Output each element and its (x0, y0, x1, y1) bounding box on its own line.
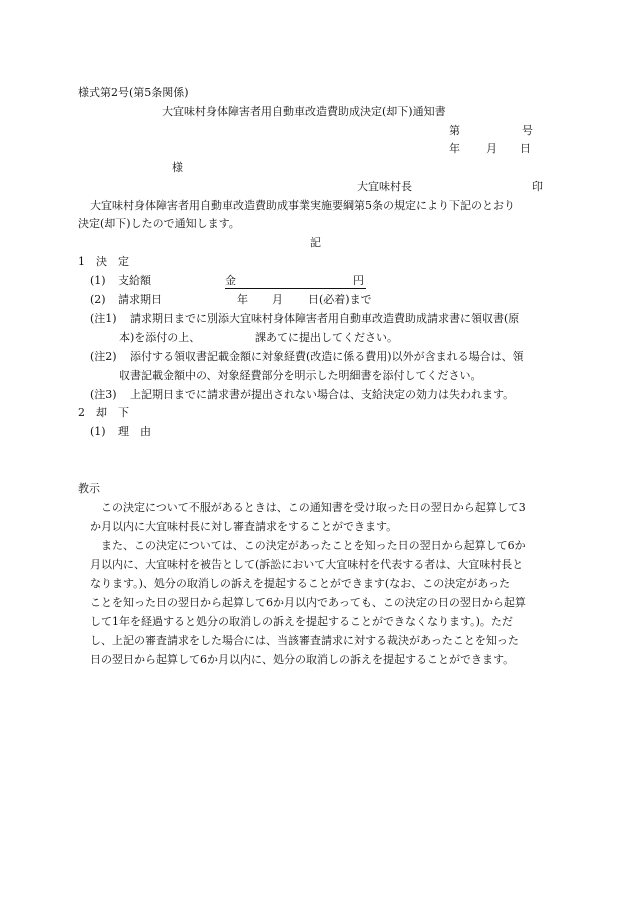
kyoji-p1-line-2: か月以内に大宜味村長に対し審査請求をすることができます。 (90, 520, 398, 533)
document-title: 大宜味村身体障害者用自動車改造費助成決定(却下)通知書 (162, 105, 446, 118)
note3-label: (注3) (90, 388, 117, 401)
amount-label: 支給額 (118, 274, 151, 287)
note1-line-2b: 課あてに提出してください。 (255, 331, 398, 344)
amount-kin: 金 (225, 274, 236, 287)
note2-line-2: 収書記載金額中の、対象経費部分を明示した明細書を添付してください。 (119, 369, 482, 382)
kyoji-p2-line-4: ことを知った日の翌日から起算して6か月以内であっても、この決定の日の翌日から起算 (90, 596, 526, 609)
item-num: (1) (90, 425, 106, 438)
note1-label: (注1) (90, 312, 117, 325)
section2-title: 却 下 (96, 406, 129, 419)
kyoji-p2-line-2: 月以内に、大宜味村を被告として(訴訟において大宜味村を代表する者は、大宜味村長と (90, 558, 524, 571)
section2-number: 2 (78, 406, 85, 419)
note3-line-1: 上記期日までに請求書が提出されない場合は、支給決定の効力は失われます。 (130, 388, 515, 401)
note1-line-2: 本)を添付の上、 (119, 331, 201, 344)
kyoji-p2-line-5: して1年を経過すると処分の取消しの訴えを提起することができなくなります。)。ただ (90, 615, 513, 628)
note2-label: (注2) (90, 350, 117, 363)
item-num: (1) (90, 274, 106, 287)
intro-line-1: 大宜味村身体障害者用自動車改造費助成事業実施要綱第5条の規定により下記のとおり (90, 199, 515, 212)
date-day: 日 (520, 142, 531, 155)
amount-yen: 円 (353, 274, 364, 287)
kyoji-p2-line-7: 日の翌日から起算して6か月以内に、処分の取消しの訴えを提起することができます。 (90, 653, 515, 666)
section1-title: 決 定 (96, 255, 129, 268)
note2-line-1: 添付する領収書記載金額に対象経費(改造に係る費用)以外が含まれる場合は、領 (130, 350, 524, 363)
due-date-day: 日(必着)まで (308, 293, 372, 306)
kyoji-p2-line-6: し、上記の審査請求をした場合には、当該審査請求に対する裁決があったことを知った (90, 634, 519, 647)
item-num: (2) (90, 293, 106, 306)
due-date-label: 請求期日 (118, 293, 162, 306)
issuer-name: 大宜味村長 (357, 180, 412, 193)
number-prefix: 第 (449, 124, 460, 137)
reason-label: 理 由 (118, 425, 151, 438)
section1-number: 1 (78, 255, 85, 268)
note1-line-1: 請求期日までに別添大宜味村身体障害者用自動車改造費助成請求書に領収書(原 (130, 312, 520, 325)
date-year: 年 (449, 142, 460, 155)
number-suffix: 号 (522, 124, 533, 137)
intro-line-2: 決定(却下)したので通知します。 (78, 217, 240, 230)
kyoji-p2-line-1: また、この決定については、この決定があったことを知った日の翌日から起算して6か (101, 539, 526, 552)
due-date-year: 年 (237, 293, 248, 306)
kyoji-heading: 教示 (78, 482, 100, 495)
date-month: 月 (486, 142, 497, 155)
kyoji-p2-line-3: なります。)、処分の取消しの訴えを提起することができます(なお、この決定があった (90, 577, 511, 590)
form-label: 様式第2号(第5条関係) (78, 86, 189, 99)
ki-heading: 記 (310, 236, 321, 249)
amount-underline (225, 288, 366, 289)
kyoji-p1-line-1: この決定について不服があるときは、この通知書を受け取った日の翌日から起算して3 (101, 501, 526, 514)
due-date-month: 月 (272, 293, 283, 306)
seal-mark: 印 (532, 180, 543, 193)
addressee-suffix: 様 (172, 161, 183, 174)
